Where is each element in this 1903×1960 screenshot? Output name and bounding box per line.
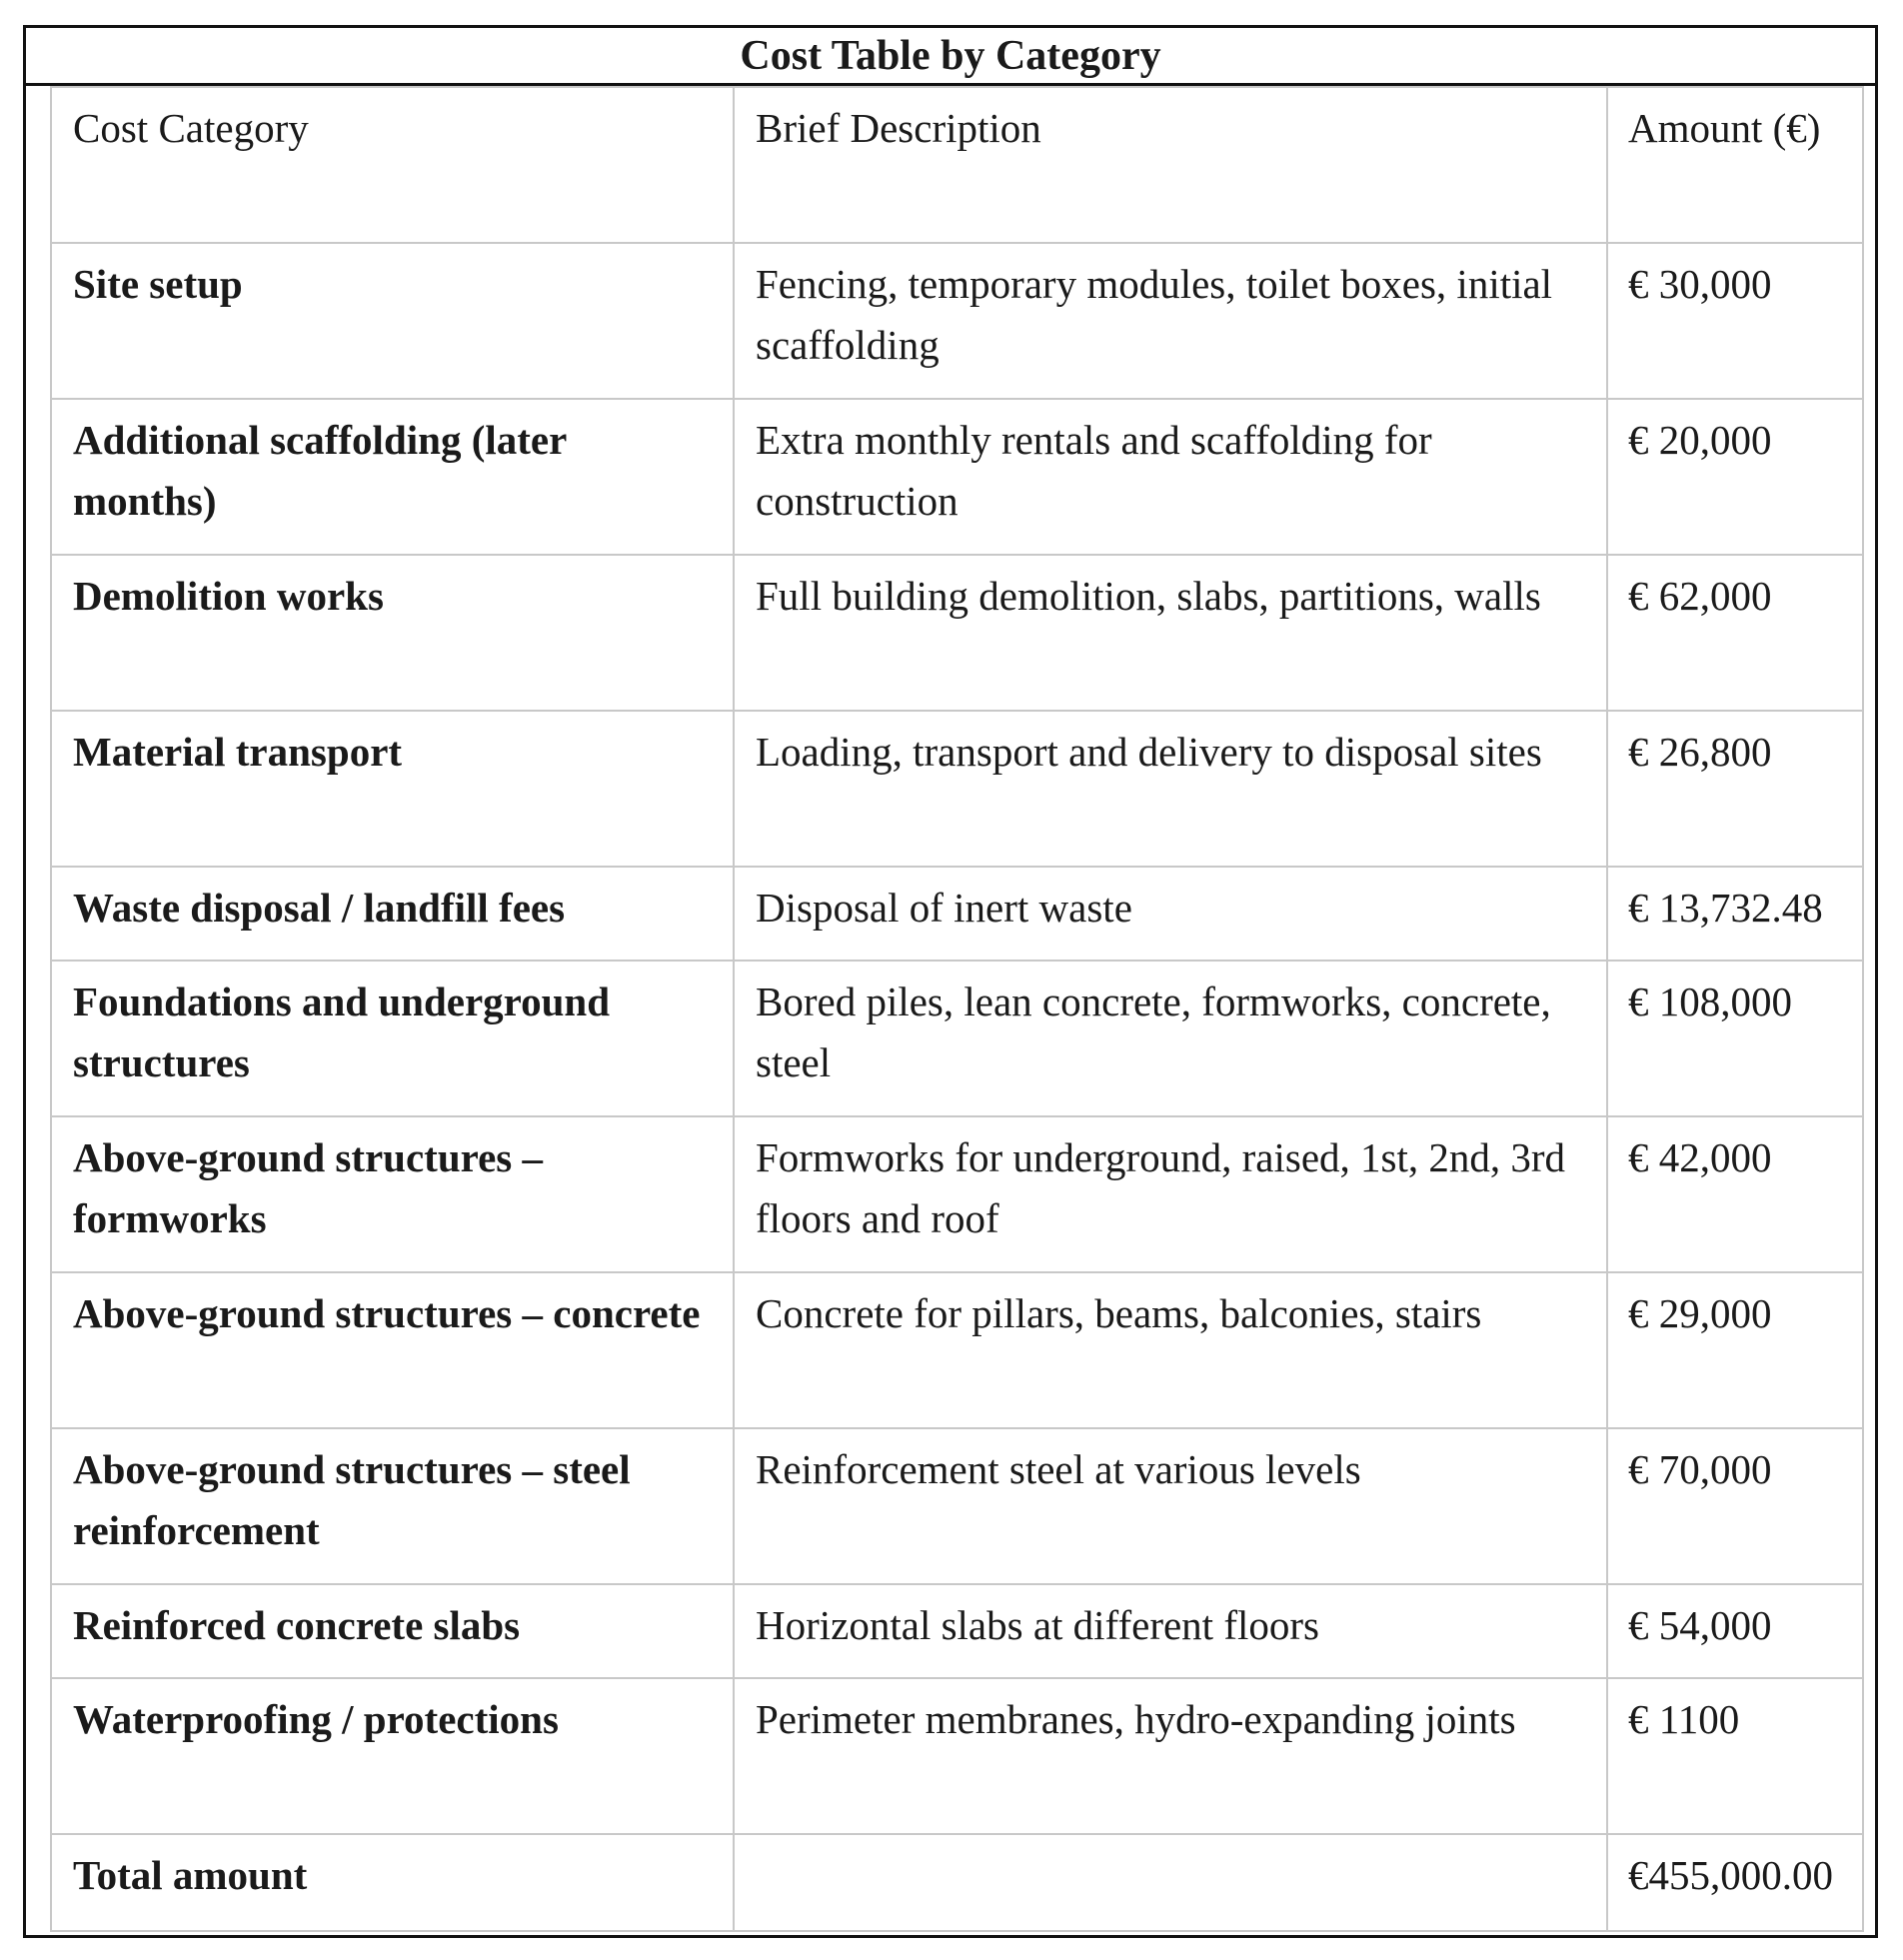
row-amount: € 26,800 (1607, 711, 1863, 867)
row-description: Perimeter membranes, hydro-expanding joints (734, 1678, 1607, 1834)
row-category: Above-ground structures – steel reinforcement (51, 1428, 734, 1584)
row-description: Horizontal slabs at different floors (734, 1584, 1607, 1678)
row-amount: € 20,000 (1607, 399, 1863, 555)
table-row (51, 1584, 1863, 1678)
row-description: Concrete for pillars, beams, balconies, stairs (734, 1272, 1607, 1428)
row-category: Waste disposal / landfill fees (51, 867, 734, 961)
table-row (51, 961, 1863, 1116)
row-amount: € 108,000 (1607, 961, 1863, 1116)
total-label: Total amount (51, 1834, 734, 1931)
row-description: Extra monthly rentals and scaffolding for construction (734, 399, 1607, 555)
total-description (734, 1834, 1607, 1931)
row-description: Bored piles, lean concrete, formworks, concrete, steel (734, 961, 1607, 1116)
total-row (51, 1834, 1863, 1931)
table-row (51, 399, 1863, 555)
row-category: Site setup (51, 243, 734, 399)
row-amount: € 70,000 (1607, 1428, 1863, 1584)
row-description: Fencing, temporary modules, toilet boxes, initial scaffolding (734, 243, 1607, 399)
row-description: Reinforcement steel at various levels (734, 1428, 1607, 1584)
row-description: Loading, transport and delivery to disposal sites (734, 711, 1607, 867)
table-row (51, 243, 1863, 399)
row-category: Waterproofing / protections (51, 1678, 734, 1834)
row-amount: € 30,000 (1607, 243, 1863, 399)
table-header-row (51, 87, 1863, 243)
row-category: Above-ground structures – formworks (51, 1116, 734, 1272)
row-amount: € 62,000 (1607, 555, 1863, 711)
table-row (51, 555, 1863, 711)
cost-table-frame (23, 25, 1878, 1938)
cost-table (50, 86, 1864, 1932)
table-row (51, 1116, 1863, 1272)
table-row (51, 867, 1863, 961)
row-description: Disposal of inert waste (734, 867, 1607, 961)
row-category: Above-ground structures – concrete (51, 1272, 734, 1428)
header-cost-category: Cost Category (51, 87, 734, 243)
row-amount: € 29,000 (1607, 1272, 1863, 1428)
row-category: Demolition works (51, 555, 734, 711)
table-row (51, 1272, 1863, 1428)
header-amount: Amount (€) (1607, 87, 1863, 243)
total-amount: €455,000.00 (1607, 1834, 1863, 1931)
row-amount: € 42,000 (1607, 1116, 1863, 1272)
row-description: Full building demolition, slabs, partitions, walls (734, 555, 1607, 711)
row-amount: € 1100 (1607, 1678, 1863, 1834)
row-amount: € 54,000 (1607, 1584, 1863, 1678)
row-description: Formworks for underground, raised, 1st, 2nd, 3rd floors and roof (734, 1116, 1607, 1272)
row-category: Foundations and underground structures (51, 961, 734, 1116)
row-amount: € 13,732.48 (1607, 867, 1863, 961)
header-brief-description: Brief Description (734, 87, 1607, 243)
table-row (51, 711, 1863, 867)
row-category: Additional scaffolding (later months) (51, 399, 734, 555)
table-row (51, 1428, 1863, 1584)
table-row (51, 1678, 1863, 1834)
table-title: Cost Table by Category (26, 28, 1875, 86)
row-category: Reinforced concrete slabs (51, 1584, 734, 1678)
row-category: Material transport (51, 711, 734, 867)
